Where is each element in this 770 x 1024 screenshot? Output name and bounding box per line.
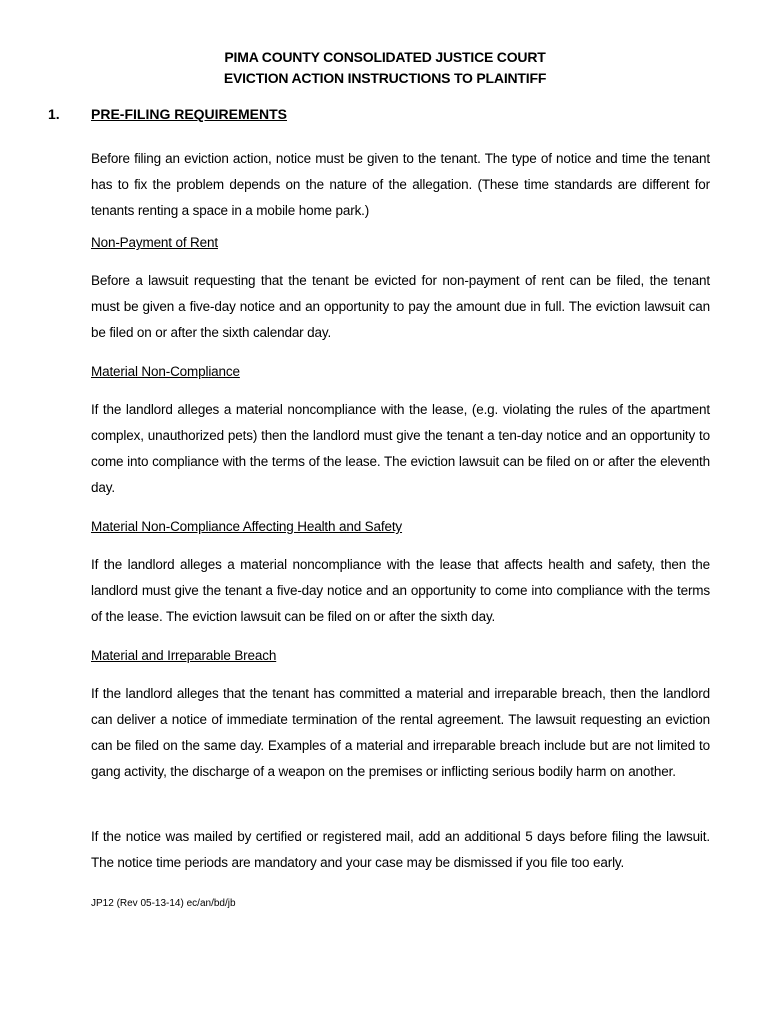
intro-paragraph: Before filing an eviction action, notice must be given to the tenant. The type of notice and time the tenant has to fix the problem depends on the nature of the allegation. (These time standards are different for tenants renting a space in a mobile home park.): [91, 151, 710, 218]
paragraph-closing: If the notice was mailed by certified or registered mail, add an additional 5 days before filing the lawsuit. The notice time periods are mandatory and your case may be dismissed if you file too early.: [91, 829, 710, 870]
paragraph-material-non-compliance: If the landlord alleges a material noncompliance with the lease, (e.g. violating the rules of the apartment complex, unauthorized pets) then the landlord must give the tenant a ten-day notice and an opportunity to come into compliance with the terms of the lease. The eviction lawsuit can be filed on or after the eleventh day.: [91, 402, 710, 495]
subheading-health-safety: Material Non-Compliance Affecting Health and Safety: [91, 519, 403, 534]
section-number: 1.: [48, 106, 60, 122]
form-code: JP12 (Rev 05-13-14) ec/an/bd/jb: [91, 898, 236, 909]
title-line-court: PIMA COUNTY CONSOLIDATED JUSTICE COURT: [224, 49, 546, 65]
paragraph-non-payment: Before a lawsuit requesting that the tenant be evicted for non-payment of rent can be filed, the tenant must be given a five-day notice and an opportunity to pay the amount due in full. The eviction lawsuit can be filed on or after the sixth calendar day.: [91, 273, 710, 340]
document-title: [0, 47, 770, 89]
paragraph-irreparable-breach: If the landlord alleges that the tenant has committed a material and irreparable breach, then the landlord can deliver a notice of immediate termination of the rental agreement. The lawsuit requesting an eviction can be filed on the same day. Examples of a material and irreparable breach include but are not limited to gang activity, the discharge of a weapon on the premises or inflicting serious bodily harm on another.: [91, 686, 710, 779]
paragraph-health-safety: If the landlord alleges a material noncompliance with the lease that affects health and safety, then the landlord must give the tenant a five-day notice and an opportunity to come into compliance with the terms of the lease. The eviction lawsuit can be filed on or after the sixth day.: [91, 557, 710, 624]
section-heading: PRE-FILING REQUIREMENTS: [91, 106, 288, 122]
subheading-non-payment: Non-Payment of Rent: [91, 235, 218, 250]
subheading-material-non-compliance: Material Non-Compliance: [91, 364, 240, 379]
title-line-instructions: EVICTION ACTION INSTRUCTIONS TO PLAINTIFF: [223, 70, 547, 86]
subheading-irreparable-breach: Material and Irreparable Breach: [91, 648, 277, 663]
